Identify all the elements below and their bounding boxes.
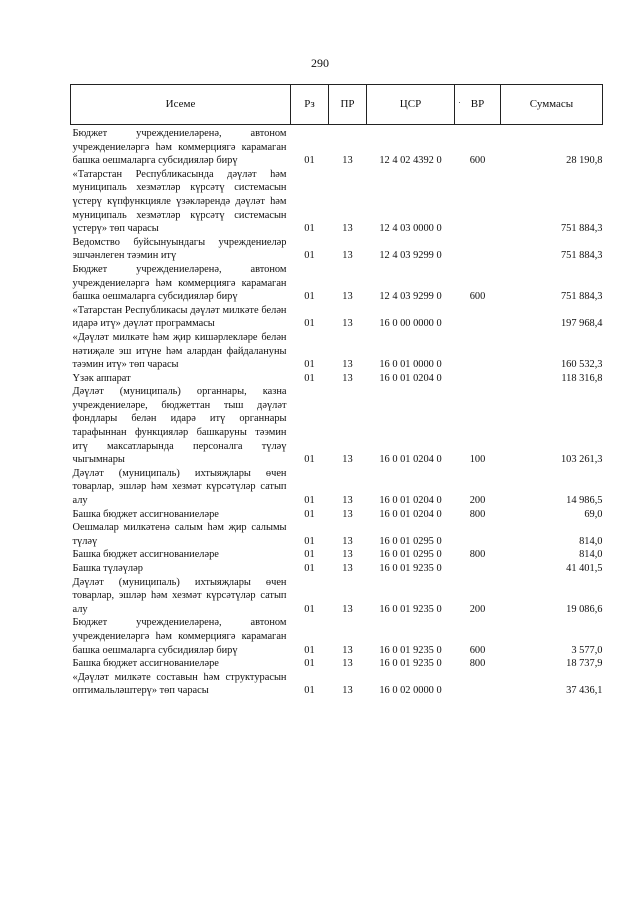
row-rz: 01 (304, 454, 315, 466)
row-csr: 12 4 02 4392 0 (379, 155, 442, 167)
table-header-row (71, 85, 603, 125)
row-pr: 13 (342, 603, 353, 615)
row-pr: 13 (342, 658, 353, 670)
row-csr: 16 0 00 0000 0 (379, 318, 442, 330)
row-rz: 01 (304, 155, 315, 167)
row-vr: 800 (469, 508, 486, 520)
row-name: Дәүләт (муниципаль) органнары, казна учреждениеләре, бюджеттан тыш дәүләт фондлары белән идарә итү органнары тарафыннан функцияләр башкаруны тәэмин итү максатларында персоналга түләү чыгымнары (72, 386, 287, 466)
row-sum: 18 737,9 (566, 658, 603, 670)
row-name: «Дәүләт милкәте һәм җир кишәрлекләре белән нәтиҗәле эш итүне һәм алардан файдалануны тәэмин итү» төп чарасы (72, 331, 287, 371)
row-sum: 19 086,6 (566, 603, 603, 615)
header-name: Исеме (71, 85, 291, 125)
row-sum: 160 532,3 (560, 359, 603, 371)
row-csr: 16 0 01 0000 0 (379, 359, 442, 371)
row-sum: 41 401,5 (566, 563, 603, 574)
row-csr: 16 0 01 0204 0 (379, 508, 442, 520)
row-name: «Дәүләт милкәте составын һәм структурасын оптимальләштерү» төп чарасы (72, 671, 287, 697)
row-vr (455, 372, 501, 386)
row-pr: 13 (342, 563, 353, 574)
row-pr: 13 (342, 535, 353, 547)
row-sum: 197 968,4 (560, 318, 603, 330)
budget-table (70, 84, 603, 698)
row-sum: 751 884,3 (560, 250, 603, 262)
row-name: Дәүләт (муниципаль) ихтыяҗлары өчен товарлар, эшләр һәм хезмәт күрсәтүләр сатып алу (72, 576, 287, 615)
row-rz: 01 (304, 658, 315, 670)
header-pr: ПР (329, 85, 367, 125)
row-csr: 16 0 01 0204 0 (379, 372, 442, 384)
row-name: Башка бюджет ассигнованиеләре (72, 658, 219, 670)
row-csr: 16 0 01 0204 0 (379, 454, 442, 466)
row-pr: 13 (342, 644, 353, 656)
table-row (71, 562, 603, 576)
row-csr: 16 0 02 0000 0 (379, 685, 442, 697)
row-vr: 800 (469, 549, 486, 561)
row-sum: 751 884,3 (560, 223, 603, 235)
row-name: Бюджет учреждениеләренә, автоном учреждениеләргә һәм коммерциягә карамаган башка оешмаларга субсидияләр бирү (72, 617, 287, 656)
table-row (71, 467, 603, 508)
row-sum: 814,0 (579, 549, 603, 561)
row-pr: 13 (342, 454, 353, 466)
row-sum: 37 436,1 (566, 685, 603, 697)
row-pr: 13 (342, 291, 353, 303)
row-pr: 13 (342, 685, 353, 697)
row-name: Үзәк аппарат (72, 372, 131, 384)
row-csr: 12 4 03 9299 0 (379, 291, 442, 303)
row-vr: 100 (469, 454, 486, 466)
table-row (71, 521, 603, 548)
row-vr (455, 671, 501, 698)
header-rz: Рз (291, 85, 329, 125)
row-pr: 13 (342, 359, 353, 371)
row-csr: 12 4 03 0000 0 (379, 223, 442, 235)
row-sum: 14 986,5 (566, 495, 603, 507)
row-vr: 600 (469, 155, 486, 167)
row-name: Бюджет учреждениеләренә, автоном учреждениеләргә һәм коммерциягә карамаган башка оешмаларга субсидияләр бирү (72, 263, 287, 303)
row-name: Башка бюджет ассигнованиеләре (72, 549, 219, 561)
row-csr: 16 0 01 9235 0 (379, 658, 442, 670)
row-csr: 12 4 03 9299 0 (379, 250, 442, 262)
row-vr: 800 (469, 658, 486, 670)
row-rz: 01 (304, 223, 315, 235)
row-csr: 16 0 01 0204 0 (379, 495, 442, 507)
row-vr (455, 304, 501, 331)
row-sum: 69,0 (584, 508, 603, 520)
row-name: Башка түләүләр (72, 563, 143, 574)
row-csr: 16 0 01 9235 0 (379, 603, 442, 615)
row-rz: 01 (304, 549, 315, 561)
header-sum: Суммасы (501, 85, 603, 125)
row-pr: 13 (342, 318, 353, 330)
table-row (71, 671, 603, 698)
row-rz: 01 (304, 603, 315, 615)
row-vr (455, 521, 501, 548)
row-pr: 13 (342, 549, 353, 561)
table-row (71, 236, 603, 263)
row-sum: 814,0 (579, 535, 603, 547)
row-pr: 13 (342, 223, 353, 235)
row-vr (455, 168, 501, 236)
row-rz: 01 (304, 291, 315, 303)
page-number: 290 (311, 56, 329, 70)
row-rz: 01 (304, 495, 315, 507)
row-csr: 16 0 01 0295 0 (379, 535, 442, 547)
row-pr: 13 (342, 250, 353, 262)
row-pr: 13 (342, 155, 353, 167)
row-rz: 01 (304, 535, 315, 547)
row-rz: 01 (304, 644, 315, 656)
row-vr (455, 331, 501, 372)
table-row (71, 508, 603, 522)
row-rz: 01 (304, 563, 315, 574)
row-vr (455, 562, 501, 576)
row-rz: 01 (304, 359, 315, 371)
row-rz: 01 (304, 685, 315, 697)
row-pr: 13 (342, 495, 353, 507)
row-name: Оешмалар милкәтенә салым һәм җир салымы түләү (72, 522, 287, 547)
row-pr: 13 (342, 508, 353, 520)
row-name: Дәүләт (муниципаль) ихтыяҗлары өчен товарлар, эшләр һәм хезмәт күрсәтүләр сатып алу (72, 467, 287, 507)
row-rz: 01 (304, 372, 315, 384)
table-row (71, 331, 603, 372)
row-vr: 200 (469, 603, 486, 615)
row-csr: 16 0 01 9235 0 (379, 644, 442, 656)
table-row (71, 125, 603, 168)
row-rz: 01 (304, 508, 315, 520)
row-sum: 28 190,8 (566, 155, 603, 167)
row-sum: 3 577,0 (571, 644, 603, 656)
table-row (71, 263, 603, 304)
row-csr: 16 0 01 9235 0 (379, 563, 442, 574)
table-row (71, 304, 603, 331)
row-vr (455, 236, 501, 263)
table-row (71, 657, 603, 671)
row-csr: 16 0 01 0295 0 (379, 549, 442, 561)
row-pr: 13 (342, 372, 353, 384)
row-sum: 103 261,3 (560, 454, 603, 466)
row-vr: 600 (469, 291, 486, 303)
table-row (71, 168, 603, 236)
row-sum: 118 316,8 (561, 372, 603, 384)
row-name: Бюджет учреждениеләренә, автоном учреждениеләргә һәм коммерциягә карамаган башка оешмаларга субсидияләр бирү (72, 128, 287, 167)
table-row (71, 576, 603, 617)
row-rz: 01 (304, 250, 315, 262)
row-sum: 751 884,3 (560, 291, 603, 303)
table-row (71, 548, 603, 562)
row-name: «Татарстан Республикасында дәүләт һәм муниципаль хезмәтләр күрсәтү системасын үстерү күпфункцияле үзәкләрендә дәүләт һәм муниципаль хезмәтләр күрсәтү системасын үстерү» төп чарасы (72, 168, 287, 235)
row-name: Башка бюджет ассигнованиеләре (72, 508, 219, 520)
header-csr: ЦСР (367, 85, 455, 125)
header-vr: ВР (455, 85, 501, 125)
table-row (71, 616, 603, 657)
row-name: Ведомство буйсынуындагы учреждениеләр эшчәнлеген тәэмин итү (72, 236, 287, 262)
row-vr: 600 (469, 644, 486, 656)
table-row (71, 372, 603, 386)
table-row (71, 385, 603, 467)
row-rz: 01 (304, 318, 315, 330)
row-vr: 200 (469, 495, 486, 507)
row-name: «Татарстан Республикасы дәүләт милкәте белән идарә итү» дәүләт программасы (72, 304, 287, 330)
